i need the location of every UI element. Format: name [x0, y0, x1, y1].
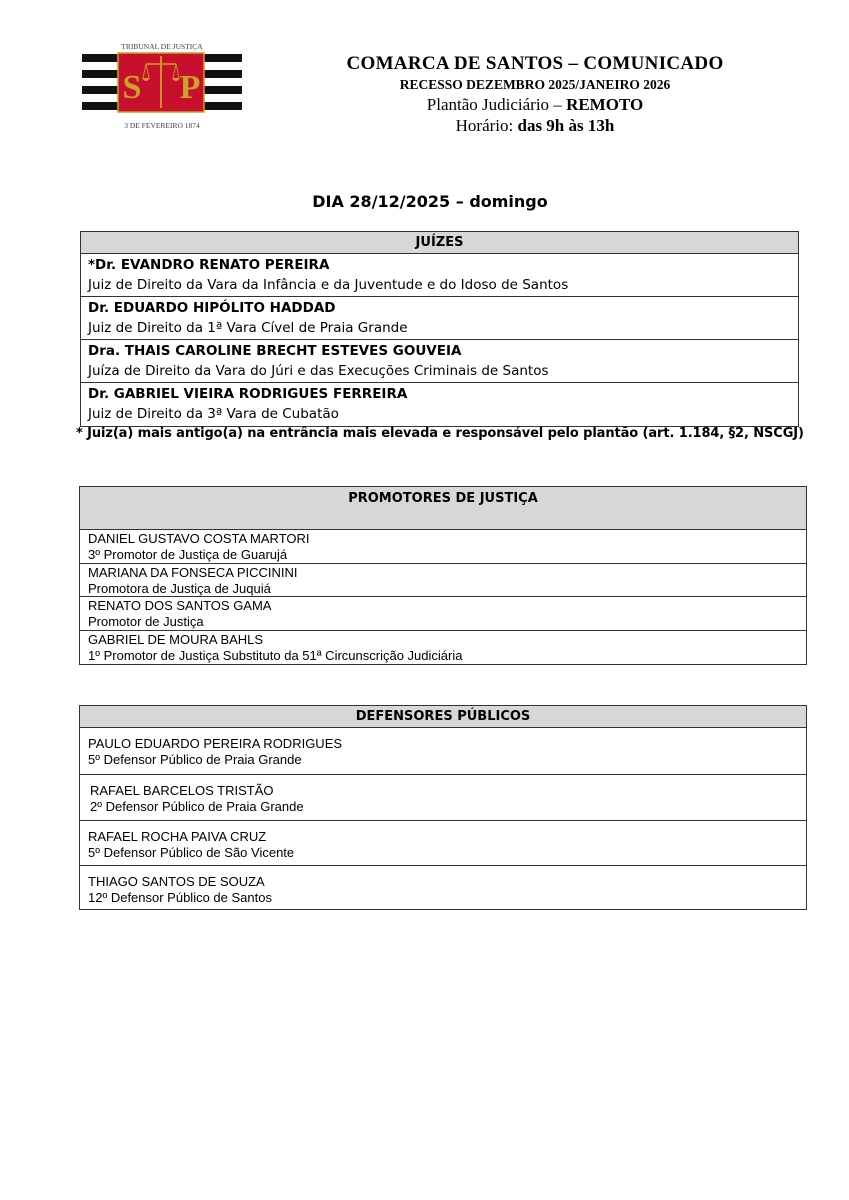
- plantao-mode: REMOTO: [566, 95, 644, 114]
- promoters-table: [79, 486, 807, 665]
- logo-letter-p: P: [179, 69, 201, 106]
- table-row: [81, 383, 798, 426]
- table-row: [81, 254, 798, 297]
- document-header: [290, 52, 780, 136]
- judges-footnote: * Juiz(a) mais antigo(a) na entrância mais elevada e responsável pelo plantão (art. 1.184, §2, NSCGJ): [76, 426, 804, 441]
- horario-label: Horário:: [455, 116, 518, 135]
- table-row: [80, 728, 806, 775]
- promoter-role: 3º Promotor de Justiça de Guarujá: [88, 547, 288, 562]
- promoter-role: 1º Promotor de Justiça Substituto da 51ª Circunscrição Judiciária: [88, 647, 463, 663]
- header-plantao: [290, 94, 780, 115]
- promoter-name: DANIEL GUSTAVO COSTA MARTORI: [88, 531, 310, 546]
- defenders-table-header: DEFENSORES PÚBLICOS: [80, 706, 806, 728]
- logo-letter-s: S: [122, 69, 142, 106]
- judge-name: Dr. EDUARDO HIPÓLITO HADDAD: [88, 300, 336, 316]
- judges-table: [80, 231, 799, 427]
- defenders-table: [79, 705, 807, 910]
- defender-name: RAFAEL ROCHA PAIVA CRUZ: [88, 829, 267, 844]
- defender-name: THIAGO SANTOS DE SOUZA: [88, 874, 265, 889]
- table-row: [80, 597, 806, 631]
- header-title: COMARCA DE SANTOS – COMUNICADO: [346, 53, 724, 74]
- table-row: [81, 297, 798, 340]
- table-row: [80, 821, 806, 866]
- promoters-table-header: PROMOTORES DE JUSTIÇA: [80, 487, 806, 530]
- defender-role: 5º Defensor Público de São Vicente: [88, 845, 295, 860]
- promoter-name: GABRIEL DE MOURA BAHLS: [88, 631, 264, 647]
- judge-name: Dra. THAIS CAROLINE BRECHT ESTEVES GOUVEIA: [88, 343, 462, 359]
- day-title: DIA 28/12/2025 – domingo: [312, 192, 548, 211]
- table-row: [80, 631, 806, 665]
- defender-name: RAFAEL BARCELOS TRISTÃO: [90, 783, 274, 798]
- promoter-role: Promotor de Justiça: [88, 614, 204, 629]
- defender-role: 5º Defensor Público de Praia Grande: [88, 752, 302, 767]
- logo-bottom-text: 3 DE FEVEREIRO 1874: [124, 121, 200, 130]
- defender-role: 2º Defensor Público de Praia Grande: [90, 799, 304, 814]
- plantao-label: Plantão Judiciário –: [426, 95, 567, 114]
- judge-role: Juiz de Direito da 3ª Vara de Cubatão: [88, 406, 339, 422]
- defender-role: 12º Defensor Público de Santos: [88, 890, 272, 905]
- judge-role: Juíza de Direito da Vara do Júri e das Execuções Criminais de Santos: [88, 363, 549, 379]
- logo-top-text: TRIBUNAL DE JUSTIÇA: [121, 42, 203, 51]
- table-row: [80, 775, 806, 821]
- header-subtitle: RECESSO DEZEMBRO 2025/JANEIRO 2026: [399, 77, 671, 92]
- header-horario: [290, 115, 780, 136]
- defender-name: PAULO EDUARDO PEREIRA RODRIGUES: [88, 736, 343, 751]
- table-row: [80, 530, 806, 564]
- judge-role: Juiz de Direito da Vara da Infância e da Juventude e do Idoso de Santos: [88, 277, 569, 293]
- judge-name: Dr. GABRIEL VIEIRA RODRIGUES FERREIRA: [88, 386, 408, 402]
- table-row: [81, 340, 798, 383]
- promoter-role: Promotora de Justiça de Juquiá: [88, 580, 271, 596]
- promoter-name: MARIANA DA FONSECA PICCININI: [88, 564, 298, 580]
- judges-table-header: JUÍZES: [81, 232, 798, 254]
- tjsp-logo: [82, 40, 242, 132]
- table-row: [80, 866, 806, 909]
- table-row: [80, 564, 806, 598]
- judge-name: *Dr. EVANDRO RENATO PEREIRA: [88, 257, 330, 273]
- horario-value: das 9h às 13h: [517, 116, 615, 135]
- promoter-name: RENATO DOS SANTOS GAMA: [88, 598, 272, 613]
- judge-role: Juiz de Direito da 1ª Vara Cível de Praia Grande: [88, 320, 408, 336]
